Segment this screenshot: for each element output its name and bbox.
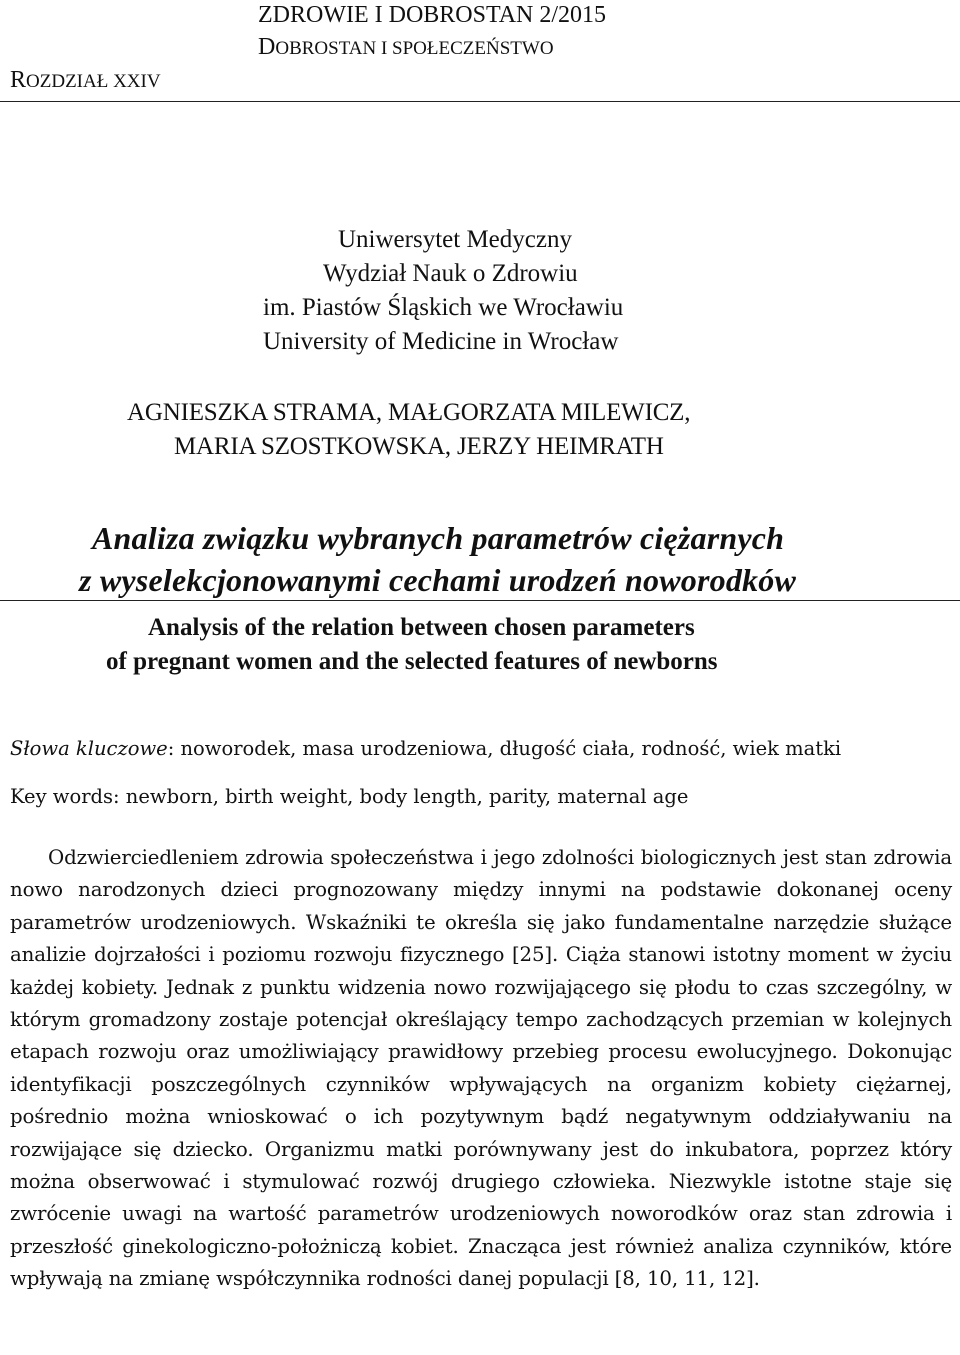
title-polish-line-2: z wyselekcjonowanymi cechami urodzeń noworodków	[79, 562, 796, 598]
chapter-label	[10, 67, 161, 94]
title-polish-line-1: Analiza związku wybranych parametrów ciężarnych	[92, 520, 785, 556]
title-english-line-1: Analysis of the relation between chosen parameters	[148, 614, 695, 641]
keywords-english: Key words: newborn, birth weight, body length, parity, maternal age	[10, 785, 689, 808]
affiliation-line-2: Wydział Nauk o Zdrowiu	[323, 260, 578, 287]
chapter-initial: R	[10, 67, 27, 93]
section-title	[258, 34, 554, 61]
chapter-rest: OZDZIAŁ XXIV	[26, 71, 161, 92]
keywords-polish-text: : noworodek, masa urodzeniowa, długość ciała, rodność, wiek matki	[167, 737, 842, 760]
affiliation-line-1: Uniwersytet Medyczny	[338, 226, 572, 253]
body-paragraph: Odzwierciedleniem zdrowia społeczeństwa i jego zdolności biologicznych jest stan zdrowia nowo narodzonych dzieci prognozowany między innymi na podstawie dokonanej oceny parametrów urodzeniowych. Wskaźniki te określa się jako fundamentalne narzędzie służące analizie dojrzałości i poziomu rozwoju fizycznego [25]. Ciąża stanowi istotny moment w życiu każdej kobiety. Jednak z punktu widzenia nowo rozwijającego się płodu to czas szczególny, w którym gromadzony zostaje potencjał określający tempo zachodzących przemian w kolejnych etapach rozwoju oraz umożliwiający prawidłowy przebieg procesu ewolucyjnego. Dokonując identyfikacji poszczególnych czynników wpływających na organizm kobiety ciężarnej, pośrednio można wnioskować o ich pozytywnym bądź negatywnym oddziaływaniu na rozwijające się dziecko. Organizmu matki porównywany jest do inkubatora, poprzez który można obserwować i stymulować rozwój drugiego człowieka. Niezwykle istotne staje się zwrócenie uwagi na wartość parametrów urodzeniowych noworodków oraz stan zdrowia i przeszłość ginekologiczno-położniczą kobiet. Znacząca jest również analiza czynników, które wpływają na zmianę współczynnika rodności danej populacji [8, 10, 11, 12].	[10, 846, 952, 1291]
affiliation-line-4: University of Medicine in Wrocław	[263, 328, 619, 355]
authors-line-1: AGNIESZKA STRAMA, MAŁGORZATA MILEWICZ,	[127, 399, 691, 426]
section-rest: OBROSTAN I SPOŁECZEŃSTWO	[275, 38, 554, 59]
keywords-polish	[10, 737, 841, 760]
header-divider	[0, 101, 960, 102]
title-divider	[0, 600, 960, 601]
authors-line-2: MARIA SZOSTKOWSKA, JERZY HEIMRATH	[174, 433, 664, 460]
affiliation-line-3: im. Piastów Śląskich we Wrocławiu	[263, 294, 624, 321]
title-english-line-2: of pregnant women and the selected features of newborns	[106, 648, 718, 675]
keywords-polish-label: Słowa kluczowe	[10, 737, 168, 760]
journal-title: ZDROWIE I DOBROSTAN 2/2015	[258, 2, 607, 28]
section-initial: D	[258, 34, 276, 60]
